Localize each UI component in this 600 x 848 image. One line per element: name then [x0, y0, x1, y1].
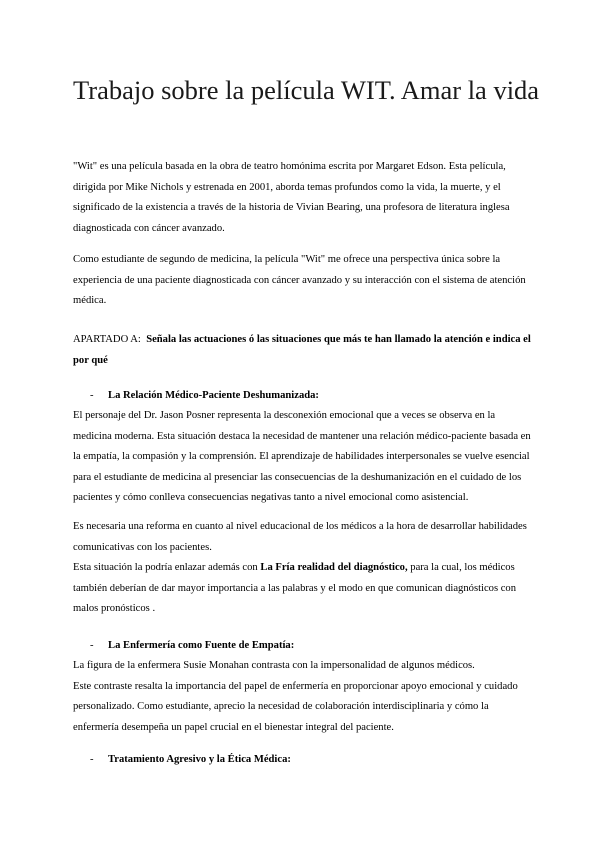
bullet-2-p1: La figura de la enfermera Susie Monahan contrasta con la impersonalidad de algunos médicos.: [73, 660, 475, 671]
bullet-heading-1: [90, 386, 530, 407]
bullet-1-p3-bold: La Fría realidad del diagnóstico,: [260, 562, 408, 573]
bullet-1-paragraph-2: Es necesaria una reforma en cuanto al nivel educacional de los médicos a la hora de desarrollar habilidades comunicativas con los pacientes.: [73, 521, 527, 553]
bullet-1-p3-after: para la cual, los médicos también deberían de dar mayor importancia a las palabras y el modo en que comunican diagnósticos con malos pronósticos .: [73, 562, 517, 614]
bullet-1-paragraph-1: El personaje del Dr. Jason Posner representa la desconexión emocional que a veces se observa en la medicina moderna. Esta situación destaca la necesidad de mantener una relación médico-paciente basada en la empatía, la compasión y la comprensión. El aprendizaje de habilidades interpersonales se vuelve esencial para el estudiante de medicina al presenciar las consecuencias de la deshumanización en el cuidado de los pacientes y cómo conlleva consecuencias negativas tanto a nivel emocional como asistencial.: [73, 410, 531, 503]
section-a-label: APARTADO A:: [73, 334, 141, 345]
bullet-heading-text: La Enfermería como Fuente de Empatía:: [108, 640, 295, 651]
bullet-1-paragraph-3: [73, 558, 533, 620]
bullet-2-paragraph: [73, 656, 533, 738]
bullet-heading-3: [90, 750, 530, 771]
bullet-heading-text: La Relación Médico-Paciente Deshumanizada:: [108, 390, 319, 401]
bullet-1-p3-before: Esta situación la podría enlazar además con: [73, 562, 261, 573]
bullet-2-p2: Este contraste resalta la importancia del papel de enfermería en proporcionar apoyo emocional y cuidado personalizado. Como estudiante, aprecio la necesidad de colaboración interdisciplinaria y cómo la enfermería desempeña un papel crucial en el bienestar integral del paciente.: [73, 680, 518, 733]
section-a-heading: [73, 330, 533, 371]
bullet-heading-2: [90, 636, 530, 657]
section-a-title: Señala las actuaciones ó las situaciones que más te han llamado la atención e indica el por qué: [73, 334, 531, 366]
intro-paragraph-1: "Wit" es una película basada en la obra de teatro homónima escrita por Margaret Edson. Esta película, dirigida por Mike Nichols y estrenada en 2001, aborda temas profundos como la vida, la muerte, y el significado de la existencia a través de la historia de Vivian Bearing, una profesora de literatura inglesa diagnosticada con cáncer avanzado.: [73, 161, 510, 234]
bullet-dash: -: [90, 390, 94, 401]
bullet-dash: -: [90, 754, 94, 765]
bullet-heading-text: Tratamiento Agresivo y la Ética Médica:: [108, 754, 291, 765]
intro-paragraph-2: Como estudiante de segundo de medicina, la película "Wit" me ofrece una perspectiva única sobre la experiencia de una paciente diagnosticada con cáncer avanzado y su interacción con el sistema de atención médica.: [73, 254, 526, 306]
page-title: Trabajo sobre la película WIT. Amar la vida: [73, 75, 540, 105]
bullet-dash: -: [90, 640, 94, 651]
